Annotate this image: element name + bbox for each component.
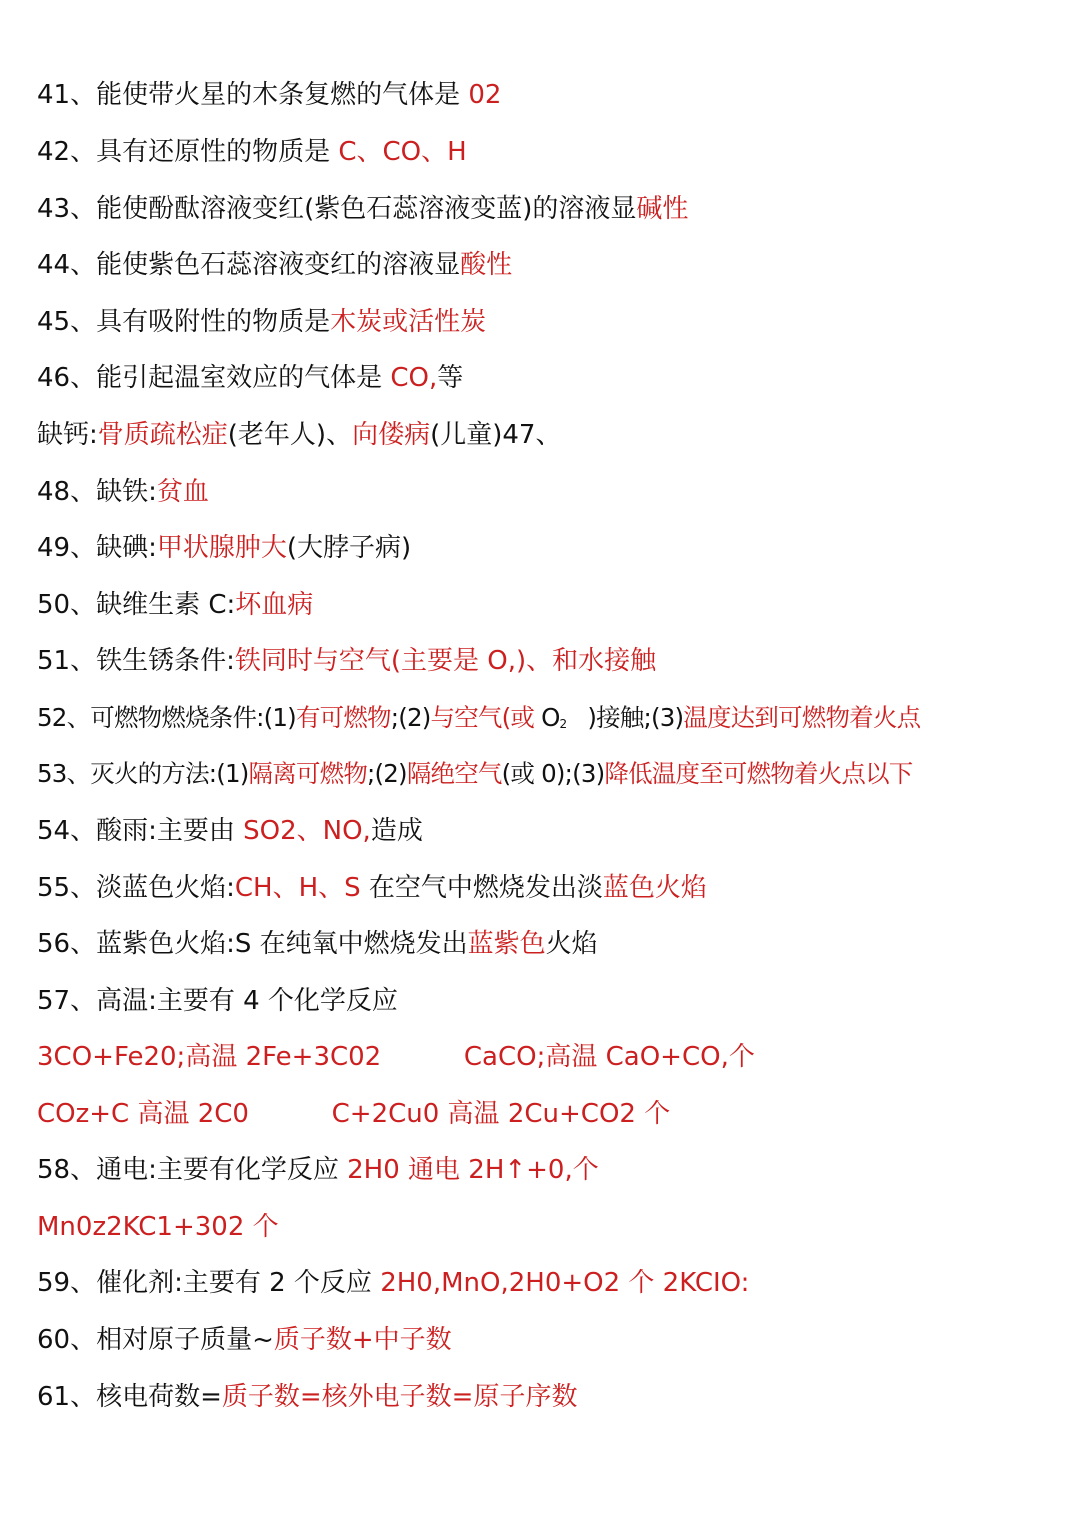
highlighted-text: 2H0,MnO,2H0+O2 个 2KCIO: <box>380 1268 750 1298</box>
line-text: (儿童)47、 <box>430 420 562 450</box>
line-text: 46、能引起温室效应的气体是 <box>37 363 391 393</box>
line-text: 41、能使带火星的木条复燃的气体是 <box>37 80 469 110</box>
highlighted-text: 木炭或活性炭 <box>330 307 487 337</box>
highlighted-text: CH、H、S <box>234 873 361 903</box>
text-line <box>37 1150 1070 1190</box>
line-text: (老年人)、 <box>227 420 353 450</box>
text-line <box>37 1263 1070 1303</box>
line-text: 2 <box>559 717 567 731</box>
line-text: 等 <box>437 363 464 393</box>
line-text: 49、缺碘: <box>37 533 157 563</box>
highlighted-text: Mn0z2KC1+302 个 <box>37 1212 279 1242</box>
highlighted-text: 有可燃物 <box>295 703 391 732</box>
line-text: 58、通电:主要有化学反应 <box>37 1155 348 1185</box>
highlighted-text: 2H0 通电 2H↑+0,个 <box>347 1155 599 1185</box>
line-text: 55、淡蓝色火焰: <box>37 873 235 903</box>
line-text <box>249 1099 332 1129</box>
highlighted-text: 02 <box>468 80 502 110</box>
line-text: (大脖子病) <box>286 533 412 563</box>
text-line <box>37 245 1070 285</box>
text-line <box>37 528 1070 568</box>
line-text: 造成 <box>370 816 423 846</box>
highlighted-text: 铁同时与空气(主要是 O,)、和水接触 <box>234 646 657 676</box>
line-text: 59、催化剂:主要有 2 个反应 <box>37 1268 381 1298</box>
highlighted-text: 酸性 <box>460 250 513 280</box>
text-line <box>37 358 1070 398</box>
line-text: 56、蓝紫色火焰:S 在纯氧中燃烧发出 <box>37 929 468 959</box>
line-text: 48、缺铁: <box>37 477 157 507</box>
line-text: 61、核电荷数= <box>37 1382 222 1412</box>
text-line <box>37 472 1070 512</box>
text-line <box>37 981 1070 1021</box>
line-text: O <box>541 703 560 732</box>
line-text: 43、能使酚酞溶液变红(紫色石蕊溶液变蓝)的溶液显 <box>37 194 637 224</box>
line-text: 60、相对原子质量~ <box>37 1325 274 1355</box>
line-text: 51、铁生锈条件: <box>37 646 235 676</box>
text-line <box>37 1320 1070 1360</box>
text-line <box>37 189 1070 229</box>
text-line <box>37 1094 1070 1134</box>
highlighted-text: C、CO、H <box>338 137 467 167</box>
highlighted-text: 隔绝空气 <box>406 759 502 788</box>
text-line <box>37 1207 1070 1247</box>
highlighted-text: 骨质疏松症 <box>97 420 228 450</box>
highlighted-text: CaCO;高温 CaO+CO,个 <box>463 1042 755 1072</box>
highlighted-text: 3CO+Fe20;高温 2Fe+3C02 <box>37 1042 382 1072</box>
text-line <box>37 641 1070 681</box>
line-text: )接触;(3) <box>566 703 684 732</box>
line-text: 火焰 <box>545 929 598 959</box>
highlighted-text: C+2Cu0 高温 2Cu+CO2 个 <box>331 1099 671 1129</box>
line-text: 缺钙: <box>37 420 98 450</box>
text-line <box>37 754 1070 794</box>
highlighted-text: 隔离可燃物 <box>248 759 368 788</box>
highlighted-text: 与空气(或 <box>430 703 542 732</box>
text-line <box>37 1377 1070 1417</box>
highlighted-text: 蓝色火焰 <box>602 873 707 903</box>
highlighted-text: SO2、NO, <box>243 816 371 846</box>
line-text: 45、具有吸附性的物质是 <box>37 307 331 337</box>
highlighted-text: 质子数=核外电子数=原子序数 <box>221 1382 578 1412</box>
highlighted-text: 贫血 <box>156 477 209 507</box>
highlighted-text: CO, <box>390 363 438 393</box>
highlighted-text: 向偻病 <box>352 420 431 450</box>
highlighted-text: 降低温度至可燃物着火点以下 <box>604 759 913 788</box>
line-text: 42、具有还原性的物质是 <box>37 137 339 167</box>
line-text: 52、可燃物燃烧条件:(1) <box>37 703 296 732</box>
text-line <box>37 132 1070 172</box>
line-text: 在空气中燃烧发出淡 <box>360 873 603 903</box>
text-line <box>37 811 1070 851</box>
highlighted-text: 甲状腺肿大 <box>156 533 287 563</box>
highlighted-text: 质子数+中子数 <box>273 1325 452 1355</box>
highlighted-text: 碱性 <box>636 194 689 224</box>
highlighted-text: 坏血病 <box>235 590 314 620</box>
highlighted-text: 温度达到可燃物着火点 <box>683 703 921 732</box>
line-text: 50、缺维生素 C: <box>37 590 236 620</box>
highlighted-text: 蓝紫色 <box>467 929 546 959</box>
text-line <box>37 698 1070 738</box>
text-line <box>37 585 1070 625</box>
line-text: ;(2) <box>390 703 431 732</box>
text-line <box>37 1037 1070 1077</box>
text-line <box>37 302 1070 342</box>
line-text: ;(2) <box>367 759 407 788</box>
line-text: 44、能使紫色石蕊溶液变红的溶液显 <box>37 250 461 280</box>
line-text: 57、高温:主要有 4 个化学反应 <box>37 986 398 1016</box>
text-line <box>37 924 1070 964</box>
line-text: 54、酸雨:主要由 <box>37 816 244 846</box>
text-line <box>37 75 1070 115</box>
line-text: (或 0);(3) <box>501 759 605 788</box>
text-line <box>37 868 1070 908</box>
line-text <box>381 1042 464 1072</box>
line-text: 53、灭火的方法:(1) <box>37 759 249 788</box>
highlighted-text: COz+C 高温 2C0 <box>37 1099 249 1129</box>
text-line <box>37 415 1070 455</box>
